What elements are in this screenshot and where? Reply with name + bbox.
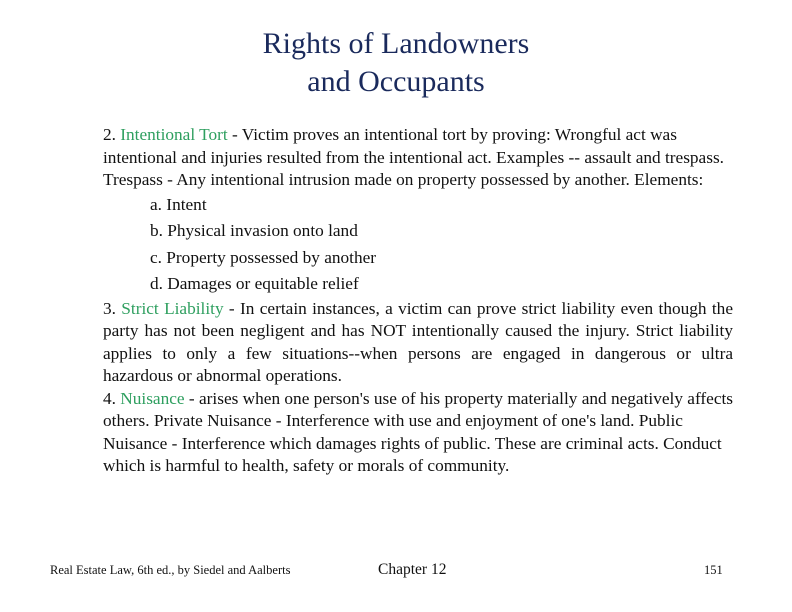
intentional-tort-number: 2.: [103, 125, 121, 144]
intentional-tort-paragraph: [103, 124, 733, 192]
nuisance-term: Nuisance: [120, 388, 185, 408]
nuisance-number: 4.: [103, 388, 121, 408]
intentional-tort-text: - Victim proves an intentional tort by proving: Wrongful act was intentional and injuries resulted from the intentional act. Examples -- assault and trespass. Trespass - Any intentional intrusion made on property possessed by another. Elements:: [103, 125, 724, 189]
element-item: a. Intent: [150, 194, 207, 214]
footer-page-number: 151: [704, 563, 723, 577]
strict-liability-number: 3.: [103, 298, 122, 318]
footer-chapter: Chapter 12: [378, 561, 447, 578]
strict-liability-text: - In certain instances, a victim can prove strict liability even though the party has not been negligent and has NOT intentionally caused the injury. Strict liability applies to only a few situations--when persons are engaged in dangerous or ultra hazardous or abnormal operations.: [103, 298, 733, 385]
slide-body: [103, 124, 733, 478]
slide-title-line-2: and Occupants: [307, 65, 485, 98]
footer-source: Real Estate Law, 6th ed., by Siedel and Aalberts: [50, 563, 291, 577]
element-item: b. Physical invasion onto land: [150, 221, 358, 240]
element-item: c. Property possessed by another: [150, 247, 377, 267]
slide-title: [0, 25, 792, 101]
slide-title-line-1: Rights of Landowners: [262, 27, 530, 60]
intentional-tort-term: Intentional Tort: [120, 125, 228, 144]
nuisance-paragraph: [103, 388, 733, 478]
element-item: d. Damages or equitable relief: [150, 274, 359, 293]
strict-liability-paragraph: [103, 298, 733, 388]
strict-liability-term: Strict Liability: [121, 298, 224, 318]
nuisance-text: - arises when one person's use of his property materially and negatively affects others. Private Nuisance - Interference with use and enjoyment of one's land. Public Nuisance - Interference which damages rights of public. These are criminal acts. Conduct which is harmful to health, safety or morals of community.: [103, 388, 734, 475]
